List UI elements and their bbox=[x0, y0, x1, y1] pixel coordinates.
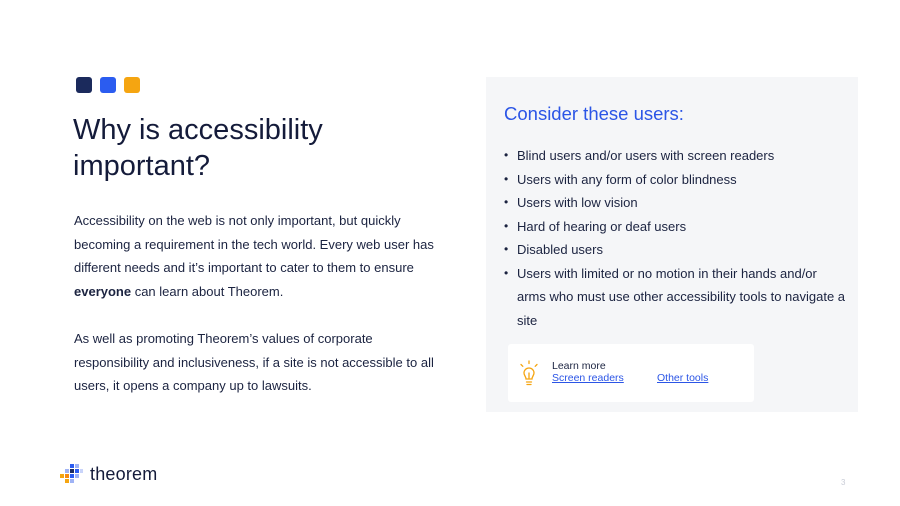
lightbulb-icon bbox=[518, 360, 540, 388]
intro-text-end: can learn about Theorem. bbox=[131, 283, 284, 299]
brand-squares bbox=[76, 77, 140, 93]
screen-readers-link[interactable]: Screen readers bbox=[552, 372, 624, 384]
logo-text: theorem bbox=[90, 463, 158, 484]
square-blue bbox=[100, 77, 116, 93]
users-panel bbox=[486, 77, 858, 412]
list-item: • Users with any form of color blindness bbox=[504, 168, 849, 192]
list-item: • Hard of hearing or deaf users bbox=[504, 215, 849, 239]
lawsuit-paragraph: As well as promoting Theorem’s values of corporate responsibility and inclusiveness, if a site is not accessible to all users, it opens a company up to lawsuits. bbox=[74, 331, 434, 393]
theorem-logo bbox=[60, 462, 157, 486]
slide-title: Why is accessibility important? bbox=[73, 114, 323, 182]
learn-more-label: Learn more bbox=[552, 360, 606, 372]
intro-paragraph bbox=[74, 209, 442, 303]
intro-emphasis: everyone bbox=[74, 283, 132, 299]
square-orange bbox=[124, 77, 140, 93]
learn-more-card bbox=[508, 344, 754, 402]
square-navy bbox=[76, 77, 92, 93]
page-number: 3 bbox=[841, 478, 846, 487]
theorem-logo-icon bbox=[60, 462, 84, 486]
users-list bbox=[504, 144, 849, 332]
list-item: • Users with low vision bbox=[504, 191, 849, 215]
other-tools-link[interactable]: Other tools bbox=[657, 372, 709, 384]
list-item: • Disabled users bbox=[504, 238, 849, 262]
list-item: • Users with limited or no motion in their hands and/or arms who must use other accessibility tools to navigate a site bbox=[504, 262, 849, 333]
intro-text-start: Accessibility on the web is not only important, but quickly becoming a requirement in the tech world. Every web user has different needs and it’s important to cater to them to ensure bbox=[74, 213, 434, 275]
list-item: • Blind users and/or users with screen readers bbox=[504, 144, 849, 168]
panel-heading: Consider these users: bbox=[504, 103, 684, 124]
